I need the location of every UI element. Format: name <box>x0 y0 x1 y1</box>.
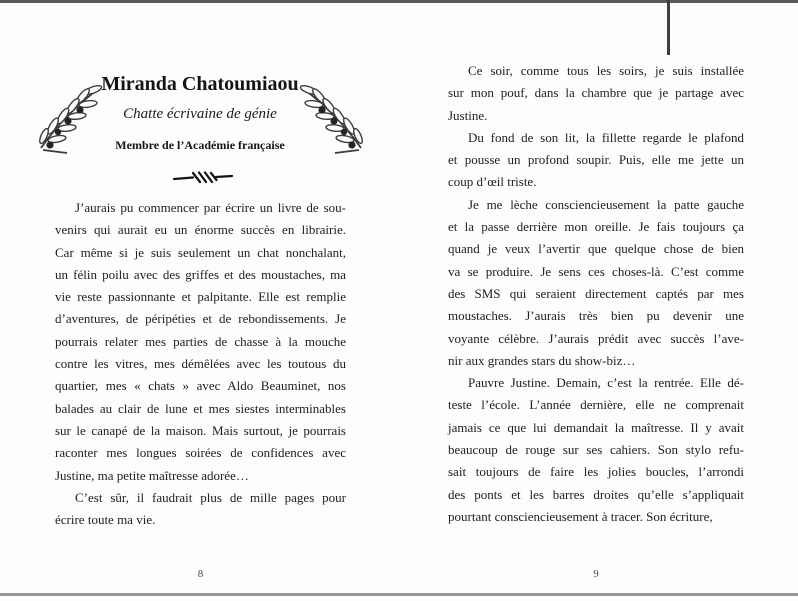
author-affiliation: Membre de l’Académie française <box>115 138 285 152</box>
text-line: balades au clair de lune et mes siestes interminables <box>55 400 346 416</box>
text-line: raconter mes longues soirées de confidences avec <box>55 445 346 461</box>
text-line: des SMS qui seraient directement captés par mes <box>448 285 744 301</box>
text-line: un félin poilu avec des griffes et des moustaches, ma <box>55 266 346 282</box>
text-line: pourtant consciencieusement à tracer. Son écriture, <box>448 508 713 524</box>
text-line: J’aurais pu commencer par écrire un livre de sou- <box>75 200 346 215</box>
text-line: écrire toute ma vie. <box>55 512 156 528</box>
paragraph <box>448 60 744 127</box>
squiggle-divider-icon <box>172 168 234 186</box>
text-line: contre les vitres, mes démêlées avec les toutous du <box>55 356 346 372</box>
paragraph <box>55 197 346 487</box>
author-header <box>20 72 380 153</box>
text-line: voyante célèbre. J’aurais prédit avec succès l’ave- <box>448 330 744 346</box>
text-line: des ponts et les barres droites qu’elle s’appliquait <box>448 486 744 502</box>
text-line: venirs qui aurait eu un énorme succès en librairie. <box>55 222 346 238</box>
text-line: sur le canapé de la maison. Mais surtout, je pourrais <box>55 422 346 438</box>
text-line: Pauvre Justine. Demain, c’est la rentrée. Elle dé- <box>468 375 744 391</box>
text-line: vie reste passionnante et palpitante. Elle est remplie <box>55 289 346 305</box>
top-edge-bar <box>0 0 798 3</box>
left-page-body <box>55 197 346 531</box>
right-page-body <box>448 60 744 528</box>
text-line: Justine. <box>448 107 488 123</box>
text-line: Du fond de son lit, la fillette regarde le plafond <box>468 129 744 145</box>
text-line: d’aventures, de péripéties et de rebondissements. Je <box>55 311 346 327</box>
text-line: et la passe derrière mon oreille. Je fais toujours ça <box>448 219 744 235</box>
text-line: Car même si je suis seulement un chat nonchalant, <box>55 244 346 260</box>
text-line: nir aux grandes stars du show-biz… <box>448 352 636 368</box>
text-line: Ce soir, comme tous les soirs, je suis installée <box>468 63 744 78</box>
author-subtitle: Chatte écrivaine de génie <box>123 106 277 122</box>
author-title: Miranda Chatoumiaou <box>101 73 299 95</box>
text-line: Je me lèche consciencieusement la patte gauche <box>468 196 744 212</box>
paragraph <box>448 372 744 528</box>
text-line: va se produire. Je sens ces choses-là. C’est comme <box>448 263 744 279</box>
window-edge-stub <box>667 0 670 55</box>
text-line: et pousse un profond soupir. Puis, elle me jette un <box>448 152 744 168</box>
paragraph <box>448 127 744 194</box>
text-line: Justine, ma petite maîtresse adorée… <box>55 467 249 483</box>
text-line: jamais ce que lui demandait la maîtresse. Il y avait <box>448 419 744 435</box>
paragraph <box>55 487 346 532</box>
paragraph <box>448 194 744 372</box>
text-line: teste l’école. L’année dernière, elle ne comprenait <box>448 397 744 413</box>
bottom-edge-bar <box>0 593 798 596</box>
text-line: moustaches. J’aurais très bien pu devenir une <box>448 308 744 324</box>
text-line: C’est sûr, il faudrait plus de mille pages pour <box>75 489 346 505</box>
text-line: quartier, mes « chats » avec Aldo Beauminet, nos <box>55 378 346 394</box>
text-line: quand je veux l’avertir que quelque chose de bien <box>448 241 744 257</box>
page-number-right: 9 <box>593 568 599 580</box>
text-line: coup d’œil triste. <box>448 174 537 190</box>
page-number-left: 8 <box>197 568 204 580</box>
text-line: sait toujours de faire les jolies boucles, l’arrondi <box>448 464 744 480</box>
text-line: beaucoup de rouge sur ses cahiers. Son stylo refu- <box>448 442 744 458</box>
text-line: sur mon pouf, dans la chambre que je partage avec <box>448 85 744 101</box>
text-line: pourrais relater mes parties de chasse à la mouche <box>55 333 346 349</box>
